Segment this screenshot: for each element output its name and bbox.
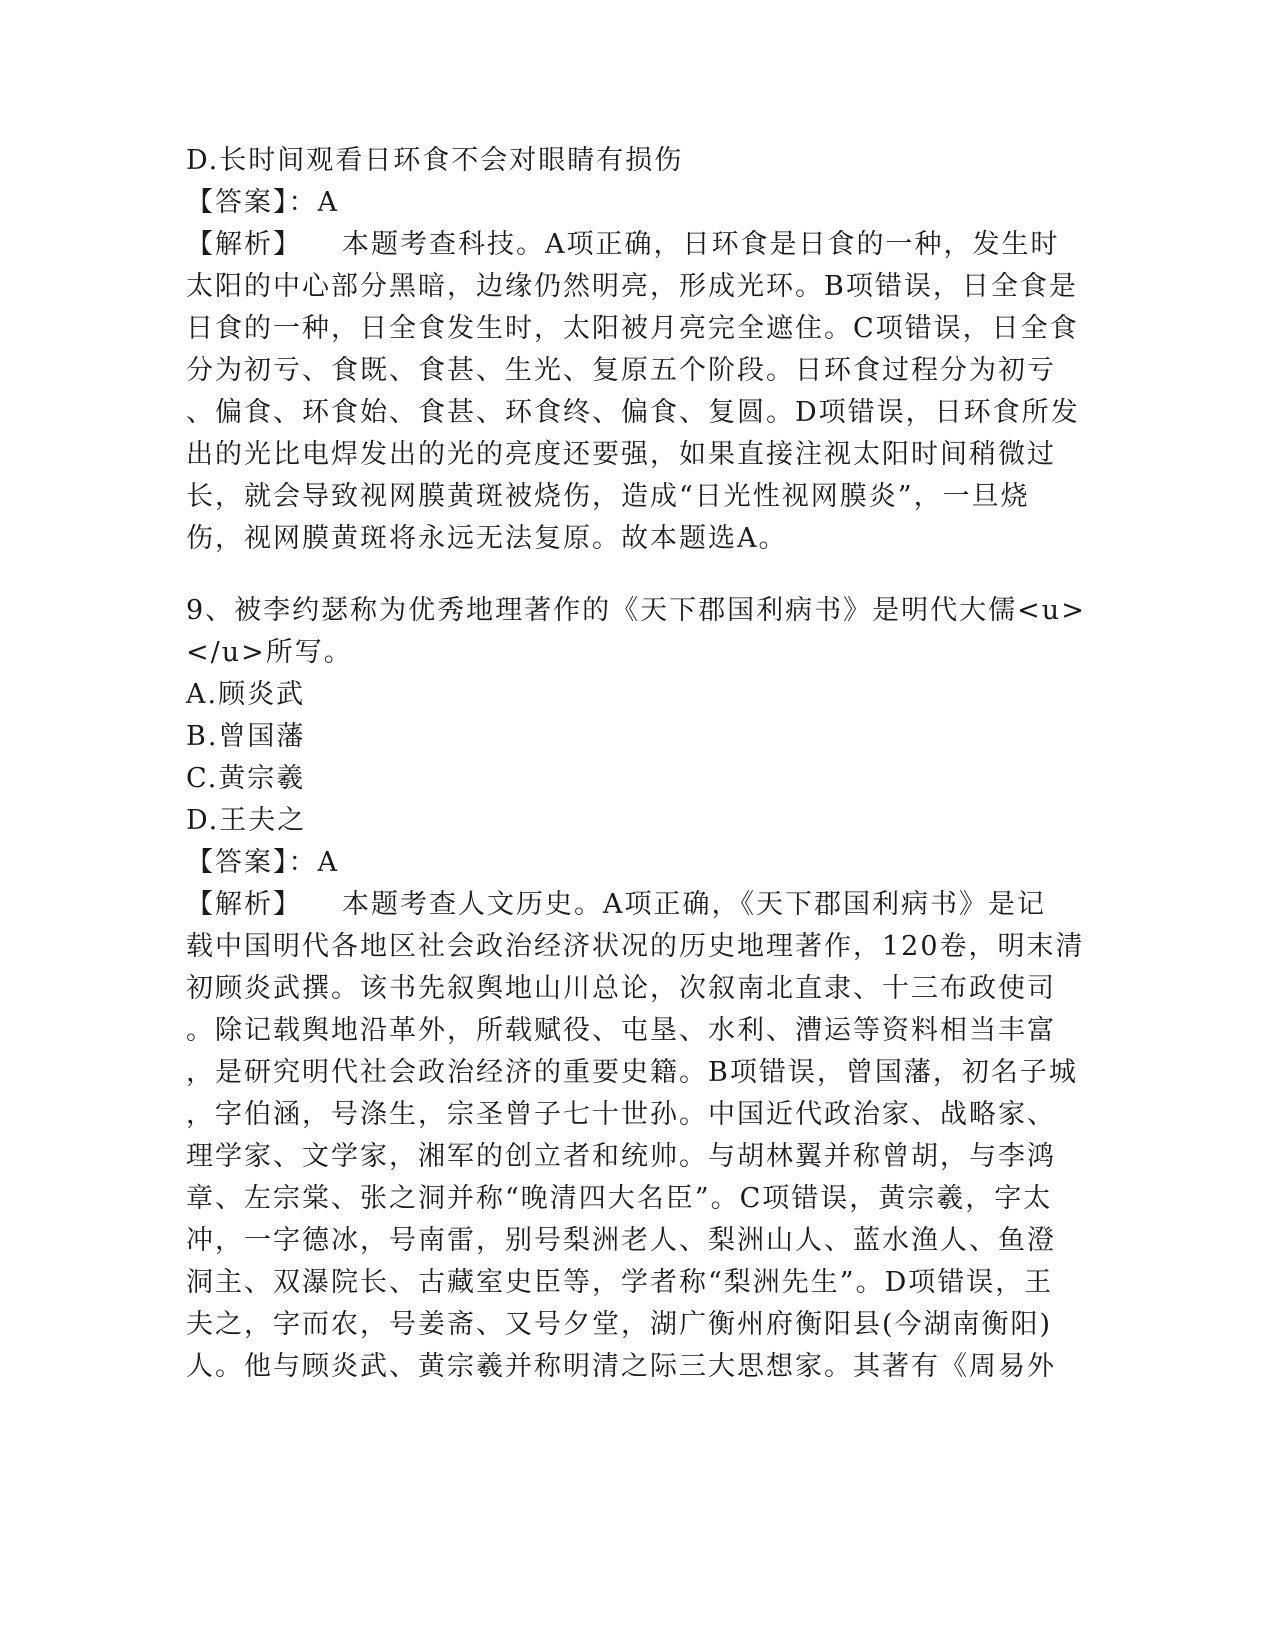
q9-answer-value: A bbox=[317, 847, 339, 878]
q9-analysis-line: 理学家、文学家，湘军的创立者和统帅。与胡林翼并称曾胡，与李鸿 bbox=[186, 1141, 1056, 1172]
q8-analysis-line: 伤，视网膜黄斑将永远无法复原。故本题选A。 bbox=[186, 523, 788, 554]
q9-analysis-line: 夫之，字而农，号姜斋、又号夕堂，湖广衡州府衡阳县(今湖南衡阳) bbox=[186, 1309, 1053, 1340]
q9-analysis-line: ，是研究明代社会政治经济的重要史籍。B项错误，曾国藩，初名子城 bbox=[186, 1057, 1078, 1088]
q9-stem-line: </u>所写。 bbox=[186, 637, 353, 668]
q9-option-d: D.王夫之 bbox=[186, 805, 307, 836]
q8-answer-label: 【答案】 bbox=[186, 187, 289, 218]
q8-analysis-line: 、偏食、环食始、食甚、环食终、偏食、复圆。D项错误，日环食所发 bbox=[186, 397, 1080, 428]
q8-analysis-first-line bbox=[186, 228, 1060, 262]
q9-answer-label: 【答案】 bbox=[186, 847, 289, 878]
q9-analysis-line: ，字伯涵，号涤生，宗圣曾子七十世孙。中国近代政治家、战略家、 bbox=[186, 1099, 1056, 1130]
q9-analysis-label: 【解析】 bbox=[186, 889, 302, 920]
q8-answer-separator: ： bbox=[288, 187, 318, 218]
q8-answer-line bbox=[186, 186, 339, 220]
q9-analysis-first-line bbox=[186, 888, 1046, 922]
q9-option-a: A.顾炎武 bbox=[186, 679, 306, 710]
q9-stem-line: 9、被李约瑟称为优秀地理著作的《天下郡国利病书》是明代大儒<u> bbox=[186, 595, 1086, 626]
q8-answer-value: A bbox=[317, 187, 339, 218]
q8-analysis-line: 太阳的中心部分黑暗，边缘仍然明亮，形成光环。B项错误，日全食是 bbox=[186, 271, 1078, 302]
q9-analysis-line: 人。他与顾炎武、黄宗羲并称明清之际三大思想家。其著有《周易外 bbox=[186, 1351, 1056, 1382]
q8-analysis-line: 分为初亏、食既、食甚、生光、复原五个阶段。日环食过程分为初亏 bbox=[186, 355, 1056, 386]
q9-analysis-line: 章、左宗棠、张之洞并称“晚清四大名臣”。C项错误，黄宗羲，字太 bbox=[186, 1183, 1053, 1214]
q8-analysis-label: 【解析】 bbox=[186, 229, 302, 260]
q8-analysis-line: 本题考查科技。A项正确，日环食是日食的一种，发生时 bbox=[342, 229, 1060, 260]
q9-analysis-line: 。除记载舆地沿革外，所载赋役、屯垦、水利、漕运等资料相当丰富 bbox=[186, 1015, 1056, 1046]
q8-analysis-line: 长，就会导致视网膜黄斑被烧伤，造成“日光性视网膜炎”，一旦烧 bbox=[186, 481, 1030, 512]
q9-analysis-line: 初顾炎武撰。该书先叙舆地山川总论，次叙南北直隶、十三布政使司 bbox=[186, 973, 1056, 1004]
q9-option-c: C.黄宗羲 bbox=[186, 763, 306, 794]
q9-answer-line bbox=[186, 846, 339, 880]
q8-analysis-line: 日食的一种，日全食发生时，太阳被月亮完全遮住。C项错误，日全食 bbox=[186, 313, 1079, 344]
q9-analysis-line: 本题考查人文历史。A项正确，《天下郡国利病书》是记 bbox=[342, 889, 1046, 920]
q9-analysis-line: 载中国明代各地区社会政治经济状况的历史地理著作，120卷，明末清 bbox=[186, 931, 1085, 962]
q8-option-d: D.长时间观看日环食不会对眼睛有损伤 bbox=[186, 145, 684, 176]
q9-analysis-line: 洞主、双瀑院长、古藏室史臣等，学者称“梨洲先生”。D项错误，王 bbox=[186, 1267, 1054, 1298]
q9-analysis-line: 冲，一字德冰，号南雷，别号梨洲老人、梨洲山人、蓝水渔人、鱼澄 bbox=[186, 1225, 1056, 1256]
q9-option-b: B.曾国藩 bbox=[186, 721, 306, 752]
q9-answer-separator: ： bbox=[288, 847, 318, 878]
q8-analysis-line: 出的光比电焊发出的光的亮度还要强，如果直接注视太阳时间稍微过 bbox=[186, 439, 1056, 470]
